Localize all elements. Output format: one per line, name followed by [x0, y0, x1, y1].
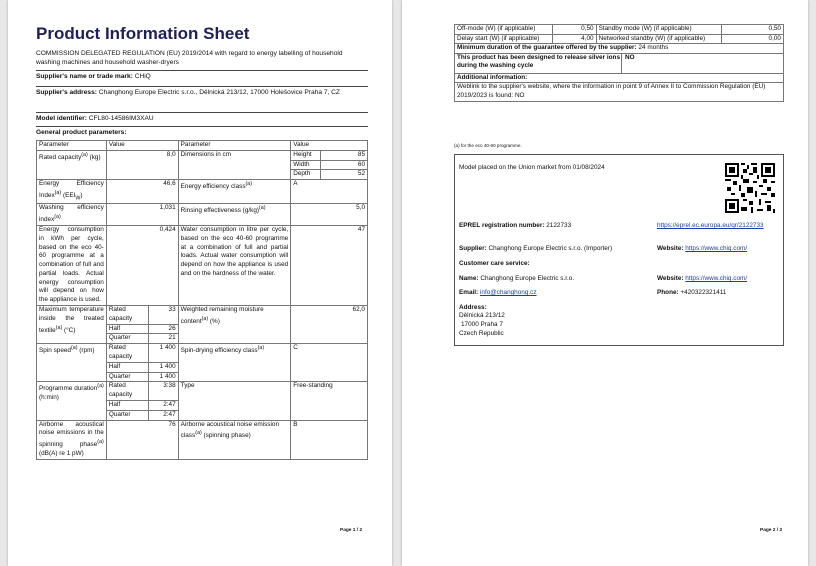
website2-label: Website:: [657, 275, 684, 282]
address-label: Supplier's address:: [36, 89, 97, 96]
general-params-heading: General product parameters:: [36, 126, 368, 137]
type-value: Free-standing: [291, 382, 368, 420]
spin-class-label: Spin-drying efficiency class: [180, 347, 258, 355]
table-row: [455, 44, 784, 54]
footnote-marker: (a): [97, 383, 104, 390]
load-value: 21: [148, 334, 178, 344]
table-row: [455, 73, 784, 83]
supplier-value: Changhong Europe Electric s.r.o. (Importer): [488, 245, 613, 252]
table-row: [37, 420, 368, 459]
header-parameter: Parameter: [37, 141, 107, 151]
load-label: Quarter: [106, 334, 148, 344]
energy-class-label: Energy efficiency class: [180, 183, 246, 191]
moisture-label: Weighted remaining moisture content: [180, 306, 264, 325]
model-value: CFL80-14586IM3XAU: [88, 115, 154, 122]
footnote-marker: (a): [54, 189, 62, 196]
header-parameter-2: Parameter: [178, 141, 291, 151]
page-1: [8, 0, 392, 566]
load-label: Rated capacity: [106, 382, 148, 401]
offmode-value: 0,50: [552, 25, 596, 35]
networked-label: Networked standby (W) (if applicable): [596, 34, 722, 44]
width-label: Width: [291, 160, 321, 170]
load-label: Quarter: [106, 372, 148, 382]
noise-label: Airborne acoustical noise emissions in the spinning phase: [39, 420, 104, 449]
website-link[interactable]: https://www.chiq.com/: [685, 245, 748, 252]
eprel-value: 2122733: [546, 222, 572, 229]
email-row: [459, 289, 537, 298]
load-value: 33: [148, 306, 178, 325]
load-value: 3:38: [148, 382, 178, 401]
footnote: (a) for the eco 40-60 programme.: [454, 143, 522, 148]
eprel-label: EPREL registration number:: [459, 222, 545, 229]
unit: (dB(A) re 1 pW): [39, 450, 84, 458]
website-label: Website:: [657, 245, 684, 252]
offmode-label: Off-mode (W) (if applicable): [455, 25, 553, 35]
energy-consumption-value: 0,424: [106, 225, 178, 305]
load-value: 1 400: [148, 372, 178, 382]
dimensions-label: Dimensions in cm: [178, 150, 291, 179]
table-row: [455, 53, 784, 73]
header-value-2: Value: [291, 141, 368, 151]
load-value: 1 400: [148, 344, 178, 363]
page-footer: Page 1 / 2: [340, 528, 363, 533]
address-value: Changhong Europe Electric s.r.o., Dělnická 213/12, 17000 Holešovice Praha 7, CZ: [98, 89, 340, 96]
type-label: Type: [178, 382, 291, 420]
height-label: Height: [291, 150, 321, 160]
eei-value: 46,6: [106, 180, 178, 204]
power-table: [454, 24, 784, 102]
load-value: 2:47: [148, 401, 178, 411]
standby-label: Standby mode (W) (if applicable): [596, 25, 722, 35]
phone-value: +420322321411: [680, 289, 727, 296]
depth-label: Depth: [291, 170, 321, 180]
address-line: Dělnická 213/12: [459, 312, 505, 319]
additional-info-label: Additional information:: [455, 73, 784, 83]
rated-capacity-value: 8,0: [106, 150, 178, 179]
footnote-marker: (a): [70, 345, 78, 352]
table-row: [37, 306, 368, 325]
footnote-marker: (a): [81, 151, 88, 158]
registration-box: [454, 154, 784, 346]
table-header-row: [37, 141, 368, 151]
height-value: 85: [321, 150, 368, 160]
unit: (EEI: [62, 192, 76, 200]
spin-class-value: C: [291, 344, 368, 382]
unit: (spinning phase): [203, 432, 251, 440]
load-label: Quarter: [106, 410, 148, 420]
spin-speed-label: Spin speed: [39, 347, 71, 355]
moisture-value: 62,0: [291, 306, 368, 344]
footnote-marker: (a): [201, 315, 209, 322]
load-value: 2:47: [148, 410, 178, 420]
depth-value: 52: [321, 170, 368, 180]
load-label: Half: [106, 324, 148, 334]
supplier-row: [36, 70, 368, 81]
guarantee-value: 24 months: [638, 44, 669, 52]
rinsing-value: 5,0: [291, 204, 368, 226]
name-label: Name:: [459, 275, 479, 282]
supplier-label: Supplier's name or trade mark:: [36, 73, 133, 80]
parameters-table: [36, 140, 368, 460]
unit-subscript: W: [75, 195, 81, 202]
table-row: [37, 204, 368, 226]
email-link[interactable]: info@changhong.cz: [479, 289, 537, 296]
address-line: 17000 Praha 7: [461, 321, 503, 328]
placed-on-market: Model placed on the Union market from 01/08/2024: [459, 164, 605, 171]
model-label: Model identifier:: [36, 115, 87, 122]
silver-ions-label: This product has been designed to release silver ions during the washing cycle: [457, 53, 621, 70]
customer-care-heading: Customer care service:: [459, 260, 530, 267]
guarantee-label: Minimum duration of the guarantee offered by the supplier:: [457, 44, 637, 52]
regulation-text: COMMISSION DELEGATED REGULATION (EU) 2019/2014 with regard to energy labelling of household washing machines and household washer-dryers: [36, 50, 343, 66]
page-2: [402, 0, 808, 566]
address-label: Address:: [459, 304, 487, 311]
qr-code[interactable]: [725, 163, 775, 213]
noise-value: 76: [106, 420, 178, 459]
delay-value: 4,00: [552, 34, 596, 44]
eprel-row: [459, 222, 571, 231]
noise-class-value: B: [291, 420, 368, 459]
load-label: Half: [106, 401, 148, 411]
page-title: Product Information Sheet: [36, 24, 250, 43]
washing-efficiency-label: Washing efficiency index: [39, 204, 104, 224]
email-label: Email:: [459, 289, 479, 296]
care-website-row: [657, 275, 747, 284]
eei-label: Energy Efficiency Index: [39, 180, 104, 200]
rated-capacity-label: Rated capacity: [39, 153, 82, 161]
width-value: 60: [321, 160, 368, 170]
load-label: Rated capacity: [106, 306, 148, 325]
table-row: [37, 382, 368, 401]
max-temp-label: Maximum temperature inside the treated textile: [39, 306, 104, 334]
energy-consumption-label: Energy consumption in kWh per cycle, based on the eco 40-60 programme at a combination of full and partial loads. Actual energy consumption will depend on how the appliance is used.: [37, 225, 107, 305]
footnote-marker: (a): [245, 181, 253, 188]
delay-label: Delay start (W) (if applicable): [455, 34, 553, 44]
load-label: Rated capacity: [106, 344, 148, 363]
supplier-row: [459, 245, 612, 254]
phone-label: Phone:: [657, 289, 679, 296]
header-value: Value: [106, 141, 178, 151]
silver-ions-value: NO: [621, 54, 635, 74]
water-consumption-label: Water consumption in litre per cycle, based on the eco 40-60 programme at a combination of full and partial loads. Actual water consumption will depend on how the appliance is used and on the hardness of the water.: [178, 225, 291, 305]
footnote-marker: (a): [55, 324, 63, 331]
weblink-value: NO: [514, 91, 525, 99]
load-value: 26: [148, 324, 178, 334]
table-row: [37, 150, 368, 160]
unit: (°C): [64, 326, 76, 334]
website2-link[interactable]: https://www.chiq.com/: [685, 275, 748, 282]
unit: (h:min): [39, 394, 59, 402]
weblink-text: Weblink to the supplier's website, where the information in point 9 of Annex II to Commission Regulation (EU) 2019/2023 is found:: [457, 83, 766, 99]
address-row: [36, 86, 368, 97]
rinsing-label: Rinsing effectiveness (g/kg): [180, 207, 260, 215]
unit: (%): [209, 318, 220, 325]
website-row: [657, 245, 747, 254]
footnote-marker: (a): [54, 213, 61, 220]
footnote-marker: (a): [195, 430, 202, 437]
table-row: [455, 25, 784, 35]
networked-value: 0,00: [722, 34, 784, 44]
duration-label: Programme duration: [39, 385, 98, 393]
care-name-row: [459, 275, 574, 284]
page-footer: Page 2 / 2: [760, 528, 783, 533]
washing-efficiency-value: 1,031: [106, 204, 178, 226]
name-value: Changhong Europe Electric s.r.o.: [480, 275, 575, 282]
load-label: Half: [106, 362, 148, 372]
table-row: [37, 344, 368, 363]
eprel-link[interactable]: https://eprel.ec.europa.eu/qr/2122733: [657, 222, 764, 229]
energy-class-value: A: [291, 180, 368, 204]
footnote-marker: (a): [97, 439, 104, 446]
table-row: [37, 225, 368, 305]
unit: (rpm): [79, 347, 95, 355]
table-row: [455, 83, 784, 101]
unit: (kg): [89, 153, 101, 161]
footnote-marker: (a): [259, 205, 266, 212]
noise-class-label: Airborne acoustical noise emission class: [180, 420, 280, 440]
water-consumption-value: 47: [291, 225, 368, 305]
address-line: Czech Republic: [459, 330, 504, 337]
phone-row: [657, 289, 726, 298]
model-row: [36, 112, 368, 123]
table-row: Energy Efficiency Index$^{(a)}$ $(EEI_W)$ 46,6 Energy efficiency class$^{(a)}$ A: [37, 180, 368, 204]
footnote-marker: (a): [257, 345, 265, 352]
table-row: [455, 34, 784, 44]
load-value: 1 400: [148, 362, 178, 372]
supplier-value: CHiQ: [134, 73, 151, 80]
supplier-label: Supplier:: [459, 245, 487, 252]
standby-value: 0,50: [722, 25, 784, 35]
